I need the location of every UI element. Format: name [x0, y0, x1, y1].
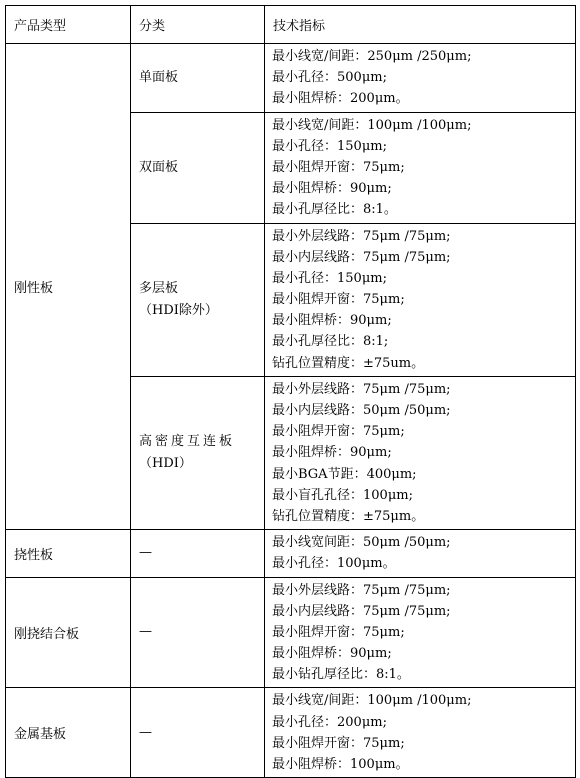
table-row: [6, 530, 576, 577]
spec-line: 最小BGA节距：400μm;: [272, 466, 417, 482]
spec-line: 最小阻焊桥：90μm;: [272, 646, 392, 662]
spec-line: 最小阻焊桥：100μm。: [272, 757, 409, 772]
spec-line: 最小外层线路：75μm /75μm;: [272, 582, 451, 598]
spec-line: 最小钻孔厚径比：8:1。: [272, 667, 410, 683]
spec-cell: [265, 112, 576, 223]
spec-line: 最小外层线路：75μm /75μm;: [272, 381, 451, 397]
header-category: 分类: [131, 6, 265, 44]
spec-cell: [265, 44, 576, 113]
category-label: 双面板: [139, 159, 179, 175]
spec-line: 最小线宽/间距：250μm /250μm;: [272, 49, 472, 64]
spec-line: 最小阻焊桥：90μm;: [272, 181, 392, 197]
spec-cell: [265, 577, 576, 688]
category-cell: [131, 577, 265, 688]
category-dash: —: [139, 724, 152, 740]
spec-cell: [265, 376, 576, 529]
category-cell: [131, 530, 265, 577]
category-dash: —: [139, 545, 152, 561]
spec-line: 钻孔位置精度：±75μm。: [272, 508, 425, 524]
spec-cell: [265, 223, 576, 376]
table-row: [6, 44, 576, 113]
spec-line: 最小盲孔孔径：100μm;: [272, 487, 413, 503]
table-row: [6, 688, 576, 778]
spec-cell: [265, 688, 576, 778]
spec-line: 最小孔径：100μm。: [272, 556, 396, 572]
spec-line: 最小阻焊桥：200μm。: [272, 91, 409, 107]
spec-line: 最小孔径：500μm;: [272, 70, 387, 86]
product-type-flex: 挠性板: [6, 530, 131, 577]
spec-line: 最小阻焊桥：90μm;: [272, 445, 392, 461]
spec-line: 最小阻焊开窗：75μm;: [272, 292, 405, 308]
category-note: （HDI除外）: [139, 302, 218, 318]
spec-line: 最小孔径：150μm;: [272, 138, 387, 154]
category-note: （HDI）: [139, 455, 192, 471]
spec-line: 钻孔位置精度：±75um。: [272, 355, 425, 371]
category-cell: [131, 223, 265, 376]
spec-cell: [265, 530, 576, 577]
product-type-rigid-flex: 刚挠结合板: [6, 577, 131, 688]
spec-line: 最小线宽/间距：100μm /100μm;: [272, 117, 472, 133]
category-label: 高密度互连板: [139, 433, 236, 449]
spec-line: 最小内层线路：50μm /50μm;: [272, 403, 451, 418]
category-cell: [131, 688, 265, 778]
tech-spec-table: [5, 5, 576, 778]
table-row: [6, 577, 576, 688]
spec-line: 最小阻焊开窗：75μm;: [272, 424, 405, 440]
spec-line: 最小外层线路：75μm /75μm;: [272, 228, 451, 244]
category-cell: [131, 112, 265, 223]
spec-line: 最小阻焊开窗：75μm;: [272, 735, 405, 751]
spec-line: 最小内层线路：75μm /75μm;: [272, 249, 451, 265]
header-row: [6, 6, 576, 44]
spec-line: 最小孔厚径比：8:1。: [272, 202, 397, 218]
spec-line: 最小阻焊开窗：75μm;: [272, 624, 405, 640]
category-label: 单面板: [139, 69, 179, 85]
spec-line: 最小阻焊开窗：75μm;: [272, 159, 405, 175]
spec-line: 最小阻焊桥：90μm;: [272, 313, 392, 329]
spec-line: 最小线宽间距：50μm /50μm;: [272, 535, 451, 551]
spec-line: 最小孔径：200μm;: [272, 714, 387, 730]
spec-line: 最小孔厚径比：8:1;: [272, 334, 389, 350]
spec-line: 最小孔径：150μm;: [272, 270, 387, 286]
spec-line: 最小内层线路：75μm /75μm;: [272, 603, 451, 619]
header-tech-spec: 技术指标: [265, 6, 576, 44]
category-label: 多层板: [139, 280, 179, 296]
spec-line: 最小线宽/间距：100μm /100μm;: [272, 693, 472, 709]
product-type-metal: 金属基板: [6, 688, 131, 778]
category-cell: [131, 376, 265, 529]
header-product-type: 产品类型: [6, 6, 131, 44]
category-dash: —: [139, 624, 152, 640]
category-cell: [131, 44, 265, 113]
product-type-rigid: 刚性板: [6, 44, 131, 530]
